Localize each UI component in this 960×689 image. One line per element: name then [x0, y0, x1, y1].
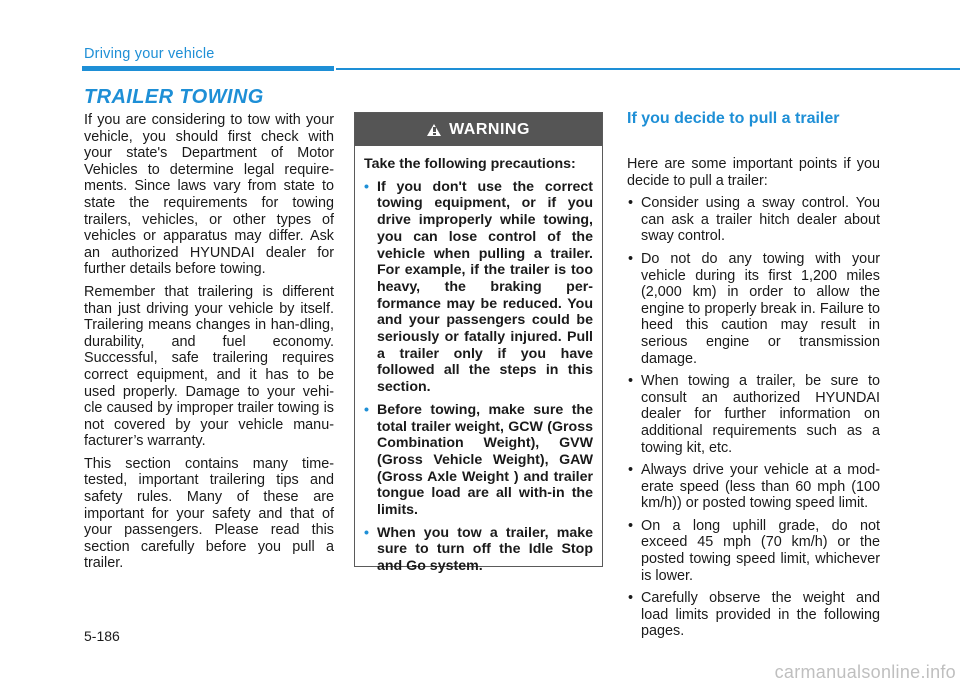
left-paragraph: Remember that trailering is different than just driving your vehicle by itself. Trailering means changes in han-dling, durability, and fuel economy. Successful, safe trailering requires correct equipment, and it has to be used properly. Damage to your vehi-cle caused by improper trailer towing is not covered by your vehicle manu-facturer’s warranty.	[84, 283, 334, 450]
right-column	[627, 156, 880, 646]
tip-item: • Carefully observe the weight and load limits provided in the following pages.	[627, 590, 880, 640]
warning-header	[355, 113, 602, 146]
warning-triangle-icon	[427, 124, 441, 136]
warning-label: WARNING	[449, 120, 530, 138]
right-intro: Here are some important points if you decide to pull a trailer:	[627, 156, 880, 189]
tip-item: • On a long uphill grade, do not exceed 45 mph (70 km/h) or the posted towing speed limit, whichever is lower.	[627, 518, 880, 584]
header-rule-thick	[82, 66, 334, 71]
warning-body	[355, 146, 602, 575]
sub-heading: If you decide to pull a trailer	[627, 110, 840, 127]
tip-item: • Consider using a sway control. You can ask a trailer hitch dealer about sway control.	[627, 195, 880, 245]
tip-item: • Do not do any towing with your vehicle during its first 1,200 miles (2,000 km) in order to allow the engine to properly break in. Failure to heed this caution may result in serious engine or transmission damage.	[627, 251, 880, 367]
left-column	[84, 112, 334, 578]
section-header: Driving your vehicle	[84, 46, 215, 62]
warning-item: • If you don't use the correct towing equipment, or if you drive improperly while towing, you can lose control of the vehicle when pulling a trailer. For example, if the trailer is too heavy, the braking per-formance may be reduced. You and your passengers could be seriously or fatally injured. Pull a trailer only if you have followed all the steps in this section.	[364, 179, 593, 396]
warning-list	[364, 179, 593, 575]
header-rule-thin	[336, 68, 960, 70]
warning-item: • Before towing, make sure the total trailer weight, GCW (Gross Combination Weight), GVW (Gross Vehicle Weight), GAW (Gross Axle Weight ) and trailer tongue load are all with-in the limits.	[364, 402, 593, 519]
page-number: 5-186	[84, 628, 120, 644]
left-paragraph: If you are considering to tow with your vehicle, you should first check with your state's Department of Motor Vehicles to determine legal require-ments. Since laws vary from state to state the requirements for towing trailers, vehicles, or other types of vehicles or apparatus may differ. Ask an authorized HYUNDAI dealer for further details before towing.	[84, 112, 334, 278]
chapter-title: TRAILER TOWING	[84, 86, 264, 108]
left-paragraph: This section contains many time-tested, important trailering tips and safety rules. Many of these are important for your safety and that of your passengers. Please read this section carefully before you pull a trailer.	[84, 455, 334, 572]
watermark: carmanualsonline.info	[774, 662, 956, 682]
tips-list	[627, 195, 880, 640]
tip-item: • When towing a trailer, be sure to consult an authorized HYUNDAI dealer for further information on additional requirements such as a towing kit, etc.	[627, 373, 880, 456]
warning-box	[354, 112, 603, 575]
warning-item: • When you tow a trailer, make sure to turn off the Idle Stop and Go system.	[364, 525, 593, 575]
tip-item: • Always drive your vehicle at a mod-erate speed (less than 60 mph (100 km/h)) or posted towing speed limit.	[627, 462, 880, 512]
warning-intro: Take the following precautions:	[364, 156, 576, 172]
